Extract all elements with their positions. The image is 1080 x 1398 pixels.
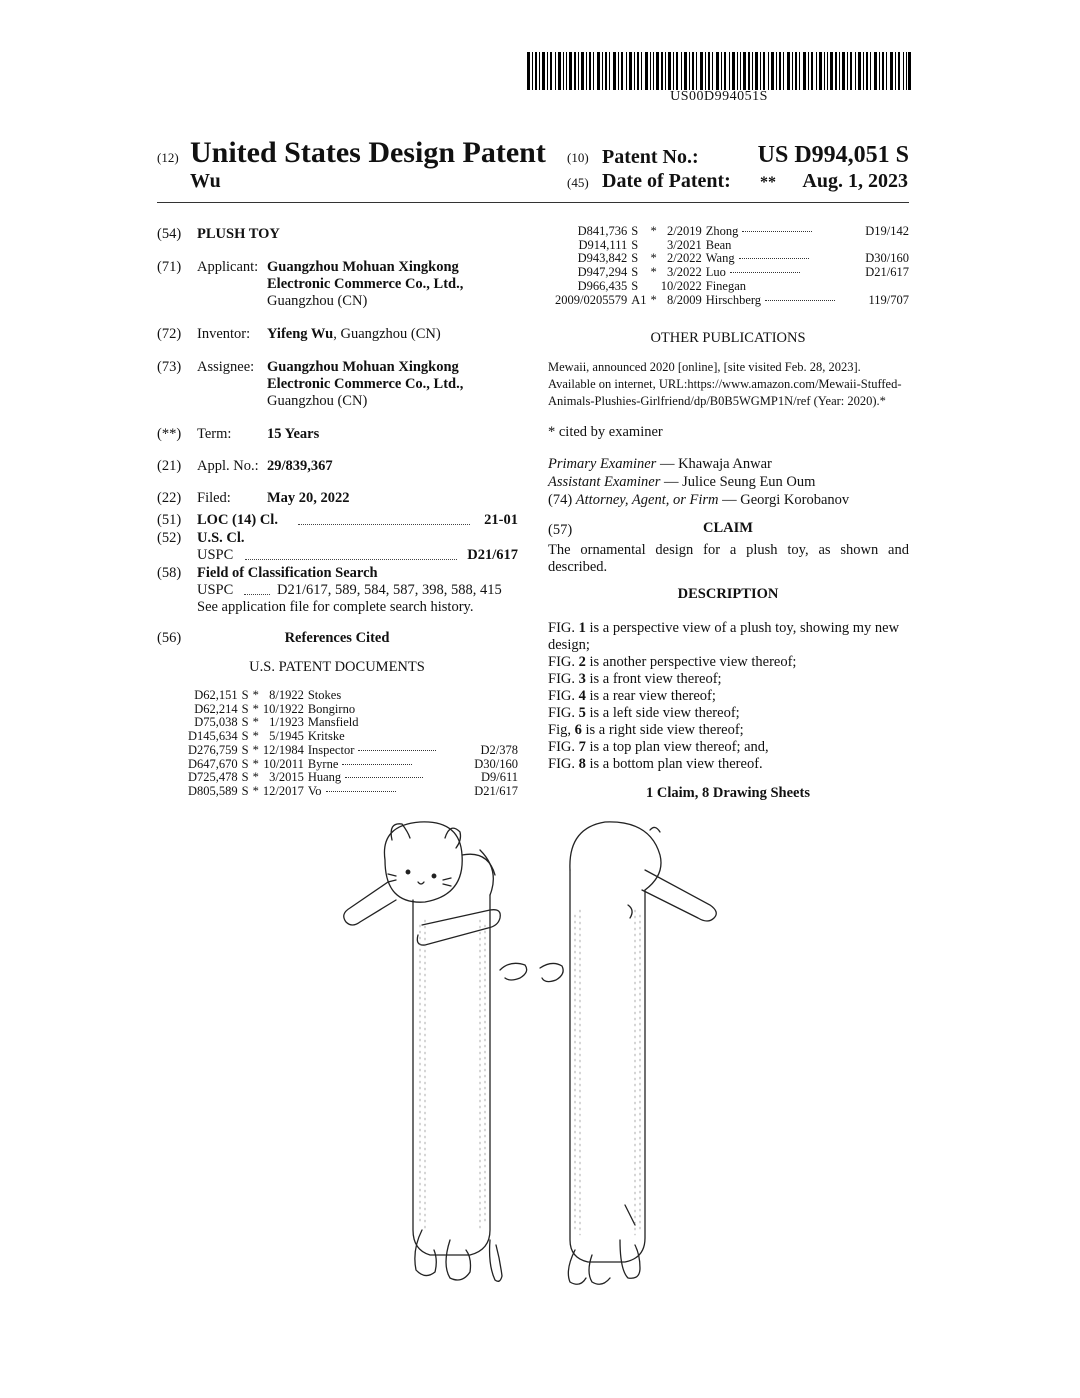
figure-description: FIG. 5 is a left side view thereof; (548, 705, 740, 721)
citation-date: 3/2022 (667, 265, 702, 280)
patent-citation-row (553, 266, 911, 280)
applicant-line1: Guangzhou Mohuan Xingkong (267, 259, 459, 275)
code-57: (57) (548, 522, 573, 538)
citation-name: Luo (704, 266, 864, 280)
citation-name: Hirschberg (704, 294, 864, 308)
appl-number: 29/839,367 (267, 458, 333, 474)
uscl-leader (245, 547, 457, 560)
code-51: (51) (157, 512, 182, 528)
inventor-label: Inventor: (197, 326, 251, 342)
citation-date: 8/1922 (269, 688, 304, 702)
left-toy-body (413, 895, 490, 1255)
citation-num: D62,214 (194, 701, 238, 716)
citation-name: Inspector (306, 744, 472, 758)
header-rule (157, 202, 909, 203)
citation-star: * (252, 756, 259, 771)
citation-name: Finegan (705, 278, 747, 293)
citation-name: Byrne (306, 758, 472, 772)
left-toy-arm-left (344, 882, 396, 925)
citation-name: Kritske (307, 729, 345, 744)
left-toy-head (384, 822, 462, 902)
assignee-line3: Guangzhou (CN) (267, 393, 368, 409)
code-54: (54) (157, 226, 182, 242)
citation-date: 10/2022 (660, 278, 702, 293)
citation-kind: S (241, 688, 249, 702)
citation-star (649, 239, 659, 253)
citation-kind: S (241, 783, 249, 798)
us-patents-table (186, 689, 520, 799)
patent-citation-row (186, 716, 520, 730)
citation-name: Vo (306, 785, 472, 799)
code-10: (10) (567, 150, 589, 165)
patent-citation-row (186, 689, 520, 703)
claim-line2: described. (548, 559, 608, 575)
loc-leader (298, 512, 470, 525)
patent-citation-row (186, 703, 520, 717)
citation-kind: S (241, 770, 249, 785)
paw (500, 963, 527, 980)
citation-kind: S (631, 265, 639, 280)
applicant-line3: Guangzhou (CN) (267, 293, 368, 309)
citation-name: Stokes (307, 688, 342, 702)
right-toy-leg (589, 1255, 610, 1284)
assignee-line1: Guangzhou Mohuan Xingkong (267, 359, 459, 375)
citation-star: * (252, 715, 259, 730)
refs-title: References Cited (284, 630, 390, 646)
citation-kind: S (631, 278, 639, 293)
citation-num: D75,038 (194, 715, 238, 730)
citation-star: * (252, 770, 259, 785)
applicant-line2: Electronic Commerce Co., Ltd., (267, 276, 464, 292)
term-label: Term: (197, 426, 232, 442)
citation-date: 2/2019 (667, 224, 702, 238)
citation-class: D21/617 (474, 783, 518, 798)
citation-class: D9/611 (480, 770, 518, 785)
code-73: (73) (157, 359, 182, 375)
patent-citation-row (553, 280, 911, 294)
citation-class (472, 716, 520, 730)
citation-kind: S (241, 729, 249, 744)
assignee-label: Assignee: (197, 359, 255, 375)
citation-date: 12/1984 (262, 742, 304, 757)
code-58: (58) (157, 565, 182, 581)
citation-star: * (650, 224, 657, 238)
citation-kind: A1 (631, 292, 647, 307)
citation-kind: S (631, 237, 639, 252)
patent-type-title: United States Design Patent (190, 136, 546, 169)
citation-name: Huang (306, 771, 472, 785)
plush-toy-drawing (330, 810, 730, 1290)
patent-citation-row (553, 225, 911, 239)
cited-note: * cited by examiner (548, 424, 663, 440)
citation-class: D19/142 (865, 224, 909, 238)
applicant-label: Applicant: (197, 259, 259, 275)
citation-num: D276,759 (188, 742, 238, 757)
us-patent-docs-title: U.S. PATENT DOCUMENTS (249, 659, 425, 675)
claims-summary: 1 Claim, 8 Drawing Sheets (646, 785, 810, 801)
other-pubs-title: OTHER PUBLICATIONS (650, 330, 806, 346)
figure-description: FIG. 7 is a top plan view thereof; and, (548, 739, 769, 755)
field-classes: D21/617, 589, 584, 587, 398, 588, 415 (277, 582, 502, 598)
citation-name: Zhong (704, 225, 864, 239)
figure-description: FIG. 1 is a perspective view of a plush toy, showing my new (548, 620, 900, 636)
citation-class: D30/160 (865, 251, 909, 266)
patent-citation-row (186, 785, 520, 799)
term-value: 15 Years (267, 426, 320, 442)
citation-kind: S (241, 742, 249, 757)
citation-num: D943,842 (577, 251, 628, 266)
citation-star: * (252, 688, 259, 702)
citation-num: D947,294 (577, 265, 628, 280)
assistant-examiner: Assistant Examiner — Julice Seung Eun Oum (548, 474, 816, 490)
citation-star: * (650, 292, 657, 307)
citation-star: * (252, 729, 259, 744)
citation-num: D841,736 (577, 224, 628, 238)
barcode-number: US00D994051S (670, 89, 768, 104)
patent-citation-row (553, 252, 911, 266)
uscl-value: D21/617 (467, 547, 518, 563)
citation-star: * (650, 265, 657, 280)
patent-number: US D994,051 S (757, 142, 909, 168)
other-pub-line: Available on internet, URL:https://www.amazon.com/Mewaii-Stuffed- (548, 377, 902, 391)
citation-class: D2/378 (480, 742, 518, 757)
attorney: (74) Attorney, Agent, or Firm — Georgi Korobanov (548, 492, 850, 508)
citation-date: 3/2015 (269, 770, 304, 785)
field-label: Field of Classification Search (197, 565, 378, 581)
other-pubs (548, 359, 909, 410)
citation-date: 1/1923 (269, 715, 304, 730)
citation-kind: S (241, 756, 249, 771)
citation-class (863, 280, 911, 294)
citation-name: Bean (705, 237, 732, 252)
right-toy-head (570, 822, 661, 890)
citation-kind: S (241, 715, 249, 730)
field-note: See application file for complete search history. (197, 599, 474, 615)
left-toy-leg (446, 1240, 471, 1280)
citation-star: * (252, 742, 259, 757)
citation-num: D725,478 (188, 770, 238, 785)
right-toy-leg (620, 1240, 640, 1278)
citation-num: D914,111 (578, 237, 628, 252)
description-title: DESCRIPTION (677, 586, 779, 602)
loc-label: LOC (14) Cl. (197, 512, 278, 528)
uscl-sub: USPC (197, 547, 234, 563)
citation-class: D21/617 (865, 265, 909, 280)
patent-citation-row (553, 294, 911, 308)
citation-star: * (252, 783, 259, 798)
citation-kind: S (241, 701, 249, 716)
citation-kind: S (631, 224, 639, 238)
citation-num: D805,589 (188, 783, 238, 798)
figure-description: FIG. 8 is a bottom plan view thereof. (548, 756, 763, 772)
citation-class (472, 703, 520, 717)
claim-line1: The ornamental design for a plush toy, as shown and (548, 542, 909, 558)
appl-label: Appl. No.: (197, 458, 259, 474)
primary-examiner: Primary Examiner — Khawaja Anwar (548, 456, 772, 472)
filed-date: May 20, 2022 (267, 490, 350, 506)
figure-description: design; (548, 637, 590, 653)
citation-star: * (252, 701, 259, 716)
code-52: (52) (157, 530, 182, 546)
date-label: Date of Patent: (602, 170, 731, 192)
citation-date: 2/2022 (667, 251, 702, 266)
citation-name: Bongirno (307, 701, 356, 716)
code-71: (71) (157, 259, 182, 275)
code-21: (21) (157, 458, 182, 474)
citation-num: D145,634 (188, 729, 238, 744)
code-72: (72) (157, 326, 182, 342)
citation-num: D647,670 (188, 756, 238, 771)
patent-citation-row (186, 730, 520, 744)
inventor-value: Yifeng Wu, Guangzhou (CN) (267, 326, 441, 342)
date-of-patent: Aug. 1, 2023 (802, 170, 908, 192)
right-toy-body (570, 870, 645, 1262)
claim-title: CLAIM (703, 520, 753, 536)
patent-citation-row (553, 239, 911, 253)
citation-num: D966,435 (577, 278, 628, 293)
code-term: (**) (157, 426, 182, 442)
right-toy-leg (568, 1250, 586, 1284)
date-mark: ** (760, 174, 776, 191)
citation-date: 12/2017 (262, 783, 304, 798)
citation-class (472, 730, 520, 744)
patent-citation-row (186, 744, 520, 758)
patent-citation-row (186, 771, 520, 785)
citation-class (472, 689, 520, 703)
code-22: (22) (157, 490, 182, 506)
citation-name: Wang (704, 252, 864, 266)
figure-description: Fig, 6 is a right side view thereof; (548, 722, 744, 738)
code-12: (12) (157, 150, 179, 165)
citation-class (863, 239, 911, 253)
citation-star: * (650, 251, 657, 266)
code-45: (45) (567, 175, 589, 190)
citation-class: 119/707 (868, 292, 909, 307)
field-leader (244, 582, 270, 595)
uscl-label: U.S. Cl. (197, 530, 245, 546)
paw (540, 963, 563, 981)
code-56: (56) (157, 630, 182, 646)
citation-date: 10/1922 (262, 701, 304, 716)
left-toy-arm-right (417, 910, 500, 945)
citation-num: 2009/0205579 (555, 292, 628, 307)
figure-description: FIG. 4 is a rear view thereof; (548, 688, 716, 704)
right-toy-arm (642, 870, 716, 921)
figure-description: FIG. 3 is a front view thereof; (548, 671, 722, 687)
citation-star (649, 280, 659, 294)
invention-title: PLUSH TOY (197, 226, 280, 242)
barcode (527, 52, 911, 90)
citation-class: D30/160 (474, 756, 518, 771)
filed-label: Filed: (197, 490, 231, 506)
assignee-line2: Electronic Commerce Co., Ltd., (267, 376, 464, 392)
loc-value: 21-01 (484, 512, 518, 528)
other-pub-line: Mewaii, announced 2020 [online], [site visited Feb. 28, 2023]. (548, 360, 861, 374)
citation-date: 10/2011 (263, 756, 304, 771)
inventor-short: Wu (190, 170, 221, 192)
field-uspc: USPC (197, 582, 234, 598)
citation-num: D62,151 (194, 688, 238, 702)
other-pub-line: Animals-Plushies-Girlfriend/dp/B0B5WGMP1N/ref (Year: 2020).* (548, 394, 886, 408)
citation-name: Mansfield (307, 715, 359, 730)
figure-description: FIG. 2 is another perspective view thereof; (548, 654, 797, 670)
figure-list (548, 620, 910, 773)
us-patents-table-cont (553, 225, 911, 307)
citation-date: 8/2009 (667, 292, 702, 307)
citation-kind: S (631, 251, 639, 266)
citation-date: 5/1945 (269, 729, 304, 744)
patent-citation-row (186, 758, 520, 772)
citation-date: 3/2021 (667, 237, 702, 252)
patent-no-label: Patent No.: (602, 146, 699, 168)
